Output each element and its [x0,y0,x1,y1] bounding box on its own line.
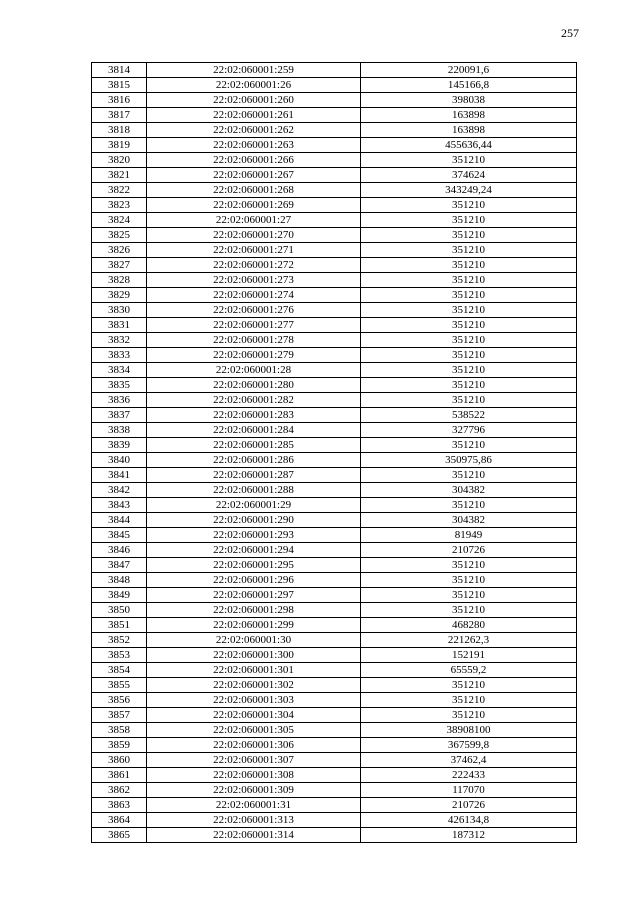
table-row [92,543,577,558]
table-row [92,753,577,768]
value-cell: 351210 [361,213,577,228]
row-number-cell: 3837 [92,408,147,423]
table-row [92,438,577,453]
value-cell: 351210 [361,228,577,243]
cadastral-number-cell: 22:02:060001:269 [147,198,361,213]
row-number-cell: 3828 [92,273,147,288]
row-number-cell: 3851 [92,618,147,633]
table-row [92,558,577,573]
value-cell: 65559,2 [361,663,577,678]
row-number-cell: 3825 [92,228,147,243]
cadastral-number-cell: 22:02:060001:273 [147,273,361,288]
value-cell: 374624 [361,168,577,183]
table-row [92,63,577,78]
value-cell: 351210 [361,573,577,588]
table-row [92,678,577,693]
row-number-cell: 3822 [92,183,147,198]
row-number-cell: 3823 [92,198,147,213]
cadastral-number-cell: 22:02:060001:293 [147,528,361,543]
cadastral-number-cell: 22:02:060001:308 [147,768,361,783]
table-row [92,528,577,543]
value-cell: 398038 [361,93,577,108]
cadastral-number-cell: 22:02:060001:296 [147,573,361,588]
cadastral-number-cell: 22:02:060001:299 [147,618,361,633]
table-row [92,633,577,648]
table-row [92,723,577,738]
value-cell: 351210 [361,348,577,363]
table-row [92,783,577,798]
cadastral-number-cell: 22:02:060001:298 [147,603,361,618]
table-row [92,258,577,273]
row-number-cell: 3854 [92,663,147,678]
value-cell: 351210 [361,678,577,693]
table-row [92,273,577,288]
table-row [92,78,577,93]
row-number-cell: 3862 [92,783,147,798]
value-cell: 351210 [361,693,577,708]
row-number-cell: 3853 [92,648,147,663]
table-row [92,93,577,108]
table-row [92,828,577,843]
table-row [92,153,577,168]
row-number-cell: 3815 [92,78,147,93]
cadastral-number-cell: 22:02:060001:285 [147,438,361,453]
row-number-cell: 3844 [92,513,147,528]
value-cell: 538522 [361,408,577,423]
value-cell: 221262,3 [361,633,577,648]
row-number-cell: 3817 [92,108,147,123]
cadastral-number-cell: 22:02:060001:261 [147,108,361,123]
table-row [92,318,577,333]
cadastral-number-cell: 22:02:060001:28 [147,363,361,378]
table-row [92,123,577,138]
cadastral-number-cell: 22:02:060001:309 [147,783,361,798]
table-row [92,618,577,633]
cadastral-number-cell: 22:02:060001:295 [147,558,361,573]
table-row [92,303,577,318]
cadastral-number-cell: 22:02:060001:288 [147,483,361,498]
cadastral-number-cell: 22:02:060001:266 [147,153,361,168]
row-number-cell: 3859 [92,738,147,753]
value-cell: 351210 [361,273,577,288]
value-cell: 351210 [361,708,577,723]
value-cell: 187312 [361,828,577,843]
cadastral-number-cell: 22:02:060001:30 [147,633,361,648]
table-row [92,513,577,528]
table-row [92,333,577,348]
value-cell: 351210 [361,288,577,303]
cadastral-number-cell: 22:02:060001:297 [147,588,361,603]
table-row [92,228,577,243]
row-number-cell: 3838 [92,423,147,438]
value-cell: 351210 [361,153,577,168]
value-cell: 327796 [361,423,577,438]
table-row [92,663,577,678]
value-cell: 350975,86 [361,453,577,468]
cadastral-number-cell: 22:02:060001:27 [147,213,361,228]
value-cell: 351210 [361,468,577,483]
table-body [92,63,577,843]
value-cell: 117070 [361,783,577,798]
row-number-cell: 3833 [92,348,147,363]
cadastral-number-cell: 22:02:060001:26 [147,78,361,93]
cadastral-number-cell: 22:02:060001:277 [147,318,361,333]
row-number-cell: 3832 [92,333,147,348]
value-cell: 145166,8 [361,78,577,93]
cadastral-number-cell: 22:02:060001:306 [147,738,361,753]
cadastral-number-cell: 22:02:060001:282 [147,393,361,408]
row-number-cell: 3819 [92,138,147,153]
row-number-cell: 3829 [92,288,147,303]
cadastral-number-cell: 22:02:060001:268 [147,183,361,198]
table-row [92,453,577,468]
row-number-cell: 3848 [92,573,147,588]
cadastral-number-cell: 22:02:060001:302 [147,678,361,693]
value-cell: 351210 [361,588,577,603]
value-cell: 163898 [361,108,577,123]
row-number-cell: 3830 [92,303,147,318]
row-number-cell: 3839 [92,438,147,453]
value-cell: 367599,8 [361,738,577,753]
value-cell: 304382 [361,483,577,498]
value-cell: 351210 [361,498,577,513]
table-row [92,183,577,198]
row-number-cell: 3858 [92,723,147,738]
value-cell: 351210 [361,258,577,273]
value-cell: 81949 [361,528,577,543]
row-number-cell: 3865 [92,828,147,843]
cadastral-number-cell: 22:02:060001:301 [147,663,361,678]
cadastral-number-cell: 22:02:060001:263 [147,138,361,153]
value-cell: 351210 [361,333,577,348]
value-cell: 351210 [361,378,577,393]
value-cell: 351210 [361,438,577,453]
row-number-cell: 3842 [92,483,147,498]
cadastral-number-cell: 22:02:060001:279 [147,348,361,363]
cadastral-number-cell: 22:02:060001:303 [147,693,361,708]
row-number-cell: 3835 [92,378,147,393]
value-cell: 351210 [361,198,577,213]
row-number-cell: 3861 [92,768,147,783]
row-number-cell: 3841 [92,468,147,483]
row-number-cell: 3847 [92,558,147,573]
value-cell: 220091,6 [361,63,577,78]
value-cell: 351210 [361,558,577,573]
cadastral-number-cell: 22:02:060001:314 [147,828,361,843]
row-number-cell: 3855 [92,678,147,693]
cadastral-number-cell: 22:02:060001:262 [147,123,361,138]
table-row [92,348,577,363]
cadastral-number-cell: 22:02:060001:280 [147,378,361,393]
cadastral-number-cell: 22:02:060001:272 [147,258,361,273]
table-row [92,738,577,753]
cadastral-number-cell: 22:02:060001:294 [147,543,361,558]
cadastral-number-cell: 22:02:060001:286 [147,453,361,468]
table-row [92,693,577,708]
value-cell: 455636,44 [361,138,577,153]
value-cell: 163898 [361,123,577,138]
table-row [92,378,577,393]
value-cell: 351210 [361,393,577,408]
table-row [92,108,577,123]
table-row [92,168,577,183]
row-number-cell: 3831 [92,318,147,333]
cadastral-number-cell: 22:02:060001:313 [147,813,361,828]
cadastral-number-cell: 22:02:060001:267 [147,168,361,183]
cadastral-number-cell: 22:02:060001:284 [147,423,361,438]
value-cell: 343249,24 [361,183,577,198]
table-row [92,648,577,663]
table-row [92,483,577,498]
row-number-cell: 3824 [92,213,147,228]
table-row [92,138,577,153]
table-row [92,198,577,213]
table-row [92,498,577,513]
row-number-cell: 3857 [92,708,147,723]
row-number-cell: 3820 [92,153,147,168]
row-number-cell: 3863 [92,798,147,813]
table-row [92,363,577,378]
row-number-cell: 3846 [92,543,147,558]
value-cell: 351210 [361,363,577,378]
table-row [92,603,577,618]
cadastral-number-cell: 22:02:060001:307 [147,753,361,768]
table-row [92,708,577,723]
cadastral-number-cell: 22:02:060001:270 [147,228,361,243]
cadastral-number-cell: 22:02:060001:300 [147,648,361,663]
row-number-cell: 3816 [92,93,147,108]
table-row [92,243,577,258]
value-cell: 152191 [361,648,577,663]
value-cell: 351210 [361,318,577,333]
cadastral-number-cell: 22:02:060001:304 [147,708,361,723]
row-number-cell: 3827 [92,258,147,273]
row-number-cell: 3860 [92,753,147,768]
cadastral-number-cell: 22:02:060001:278 [147,333,361,348]
cadastral-number-cell: 22:02:060001:290 [147,513,361,528]
row-number-cell: 3834 [92,363,147,378]
value-cell: 468280 [361,618,577,633]
cadastral-number-cell: 22:02:060001:283 [147,408,361,423]
value-cell: 351210 [361,603,577,618]
row-number-cell: 3845 [92,528,147,543]
table-row [92,288,577,303]
value-cell: 38908100 [361,723,577,738]
cadastral-value-table [91,62,577,843]
value-cell: 210726 [361,543,577,558]
value-cell: 222433 [361,768,577,783]
table-row [92,468,577,483]
value-cell: 304382 [361,513,577,528]
row-number-cell: 3849 [92,588,147,603]
table-row [92,393,577,408]
cadastral-number-cell: 22:02:060001:259 [147,63,361,78]
row-number-cell: 3814 [92,63,147,78]
value-cell: 351210 [361,303,577,318]
value-cell: 426134,8 [361,813,577,828]
table-row [92,423,577,438]
row-number-cell: 3852 [92,633,147,648]
row-number-cell: 3856 [92,693,147,708]
row-number-cell: 3864 [92,813,147,828]
table-row [92,573,577,588]
cadastral-number-cell: 22:02:060001:271 [147,243,361,258]
row-number-cell: 3840 [92,453,147,468]
row-number-cell: 3821 [92,168,147,183]
table-row [92,408,577,423]
table-row [92,213,577,228]
table-row [92,588,577,603]
cadastral-number-cell: 22:02:060001:274 [147,288,361,303]
cadastral-number-cell: 22:02:060001:31 [147,798,361,813]
table-row [92,813,577,828]
row-number-cell: 3826 [92,243,147,258]
document-table-container [91,62,576,843]
row-number-cell: 3850 [92,603,147,618]
row-number-cell: 3836 [92,393,147,408]
row-number-cell: 3818 [92,123,147,138]
value-cell: 351210 [361,243,577,258]
cadastral-number-cell: 22:02:060001:29 [147,498,361,513]
row-number-cell: 3843 [92,498,147,513]
cadastral-number-cell: 22:02:060001:287 [147,468,361,483]
cadastral-number-cell: 22:02:060001:260 [147,93,361,108]
table-row [92,768,577,783]
cadastral-number-cell: 22:02:060001:276 [147,303,361,318]
cadastral-number-cell: 22:02:060001:305 [147,723,361,738]
table-row [92,798,577,813]
value-cell: 37462,4 [361,753,577,768]
value-cell: 210726 [361,798,577,813]
page-number: 257 [561,26,579,40]
